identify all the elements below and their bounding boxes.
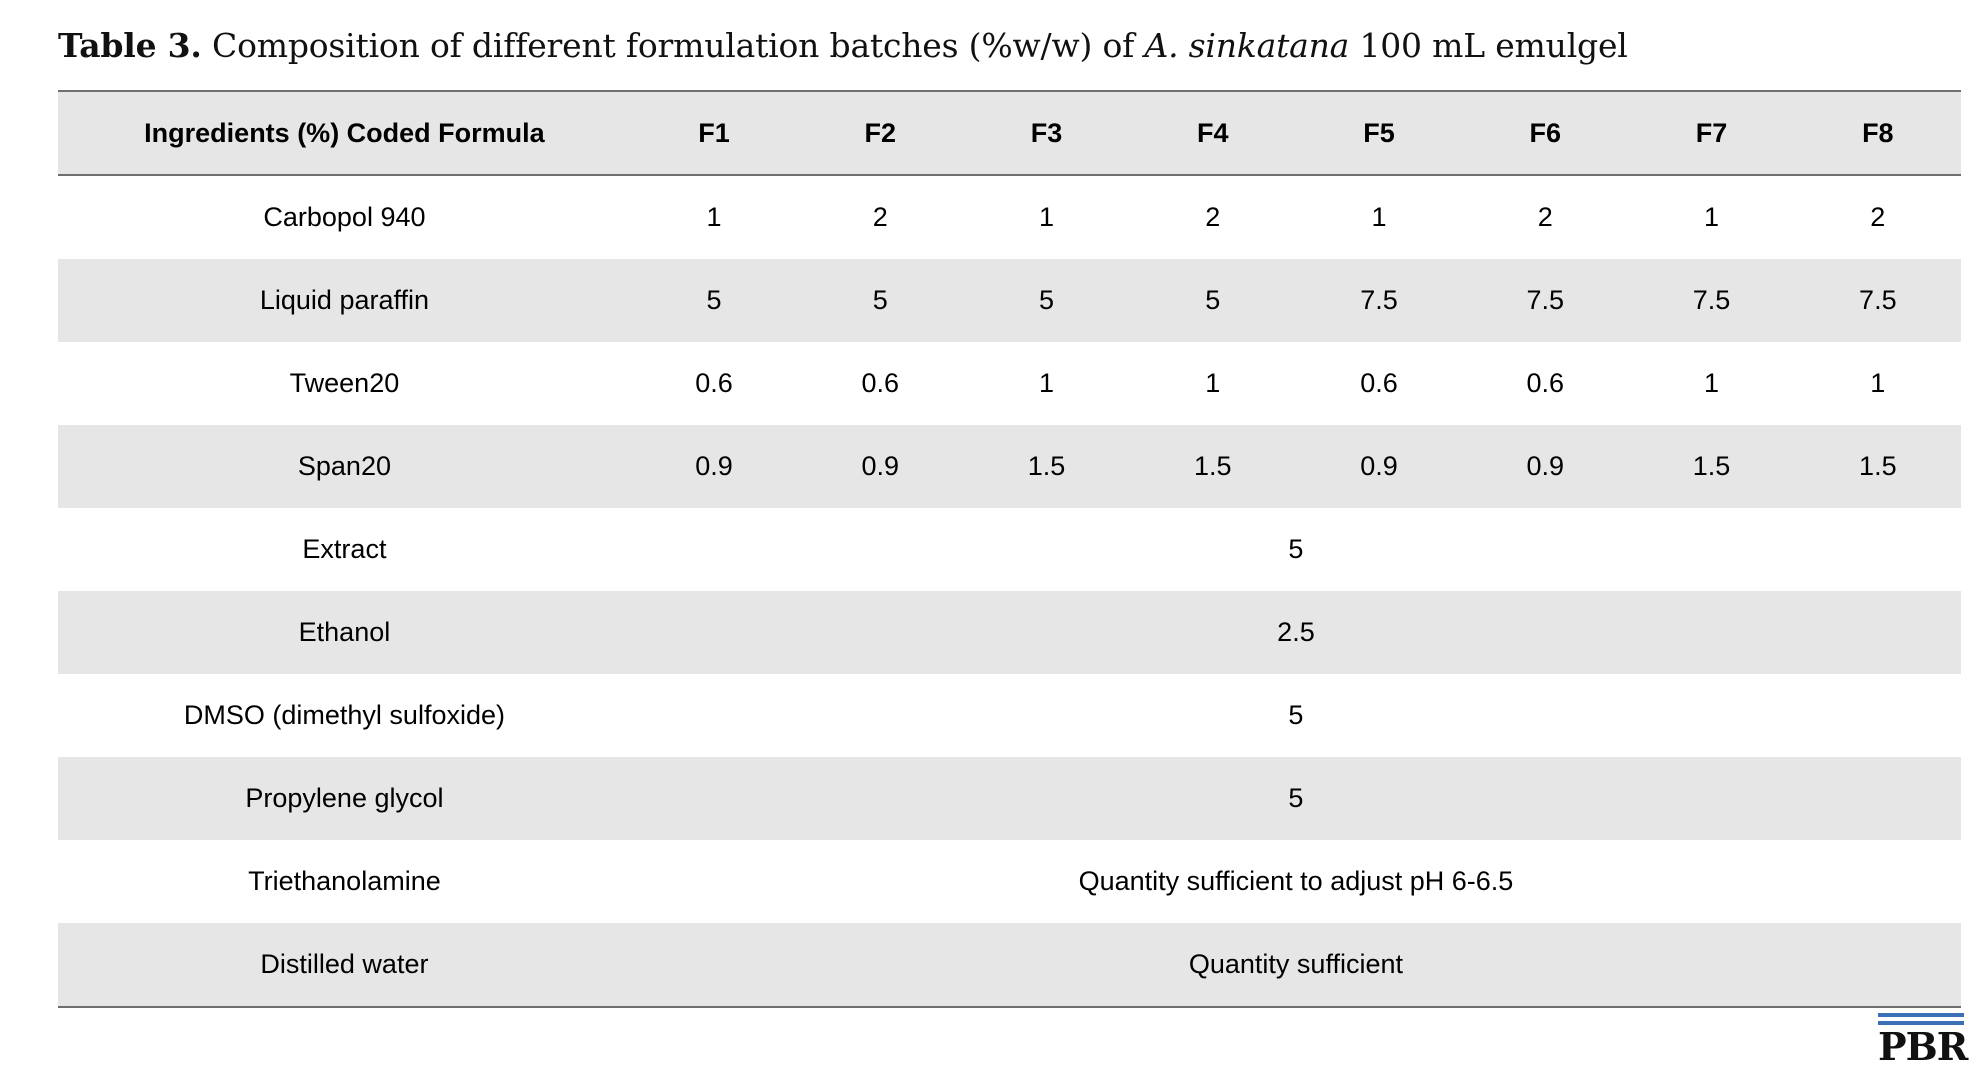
ingredient-cell: Triethanolamine [248,866,441,896]
value-cell: 2 [1537,202,1553,232]
value-cell: 7.5 [1296,259,1462,342]
table-row-triethanolamine [58,840,1961,923]
table-row-tween20 [58,342,1961,425]
value-cell: 5 [631,259,797,342]
common-value-cell: Quantity sufficient to adjust pH 6-6.5 [1078,866,1514,896]
composition-table [58,90,1961,1008]
value-cell: 1 [1371,202,1387,232]
header-f3: F3 [963,91,1129,175]
value-cell: 7.5 [1462,259,1628,342]
table-row-propylene-glycol [58,757,1961,840]
value-cell: 5 [1130,259,1296,342]
value-cell: 1 [1039,202,1055,232]
ingredient-cell: Extract [302,534,387,564]
value-cell: 0.9 [631,425,797,508]
value-cell: 1 [1039,368,1055,398]
value-cell: 1.5 [963,425,1129,508]
common-value-cell: 5 [1288,534,1304,564]
header-ingredients: Ingredients (%) Coded Formula [58,91,631,175]
ingredient-cell: Liquid paraffin [58,259,631,342]
header-f2: F2 [797,91,963,175]
value-cell: 1.5 [1795,425,1961,508]
table-caption [58,26,1628,65]
ingredient-cell: Ethanol [58,591,631,674]
value-cell: 1 [1704,368,1720,398]
common-value-cell: 2.5 [631,591,1961,674]
table-row-span20 [58,425,1961,508]
value-cell: 1.5 [1628,425,1794,508]
value-cell: 0.6 [861,368,900,398]
table-row-ethanol [58,591,1961,674]
value-cell: 2 [1870,202,1886,232]
table-row-carbopol [58,175,1961,259]
ingredient-cell: DMSO (dimethyl sulfoxide) [183,700,505,730]
ingredient-cell: Span20 [58,425,631,508]
common-value-cell: 5 [1288,700,1304,730]
header-f5: F5 [1296,91,1462,175]
table-row-distilled-water [58,923,1961,1007]
value-cell: 0.6 [1360,368,1398,398]
logo-text: PBR [1878,1024,1968,1069]
header-f7: F7 [1628,91,1794,175]
header-f6: F6 [1462,91,1628,175]
header-f1: F1 [631,91,797,175]
table-row-liquid-paraffin [58,259,1961,342]
value-cell: 5 [963,259,1129,342]
value-cell: 5 [797,259,963,342]
value-cell: 0.9 [1462,425,1628,508]
caption-text-end: 100 mL emulgel [1349,26,1628,65]
ingredient-cell: Distilled water [58,923,631,1007]
value-cell: 7.5 [1628,259,1794,342]
value-cell: 1 [706,202,722,232]
table-row-extract [58,508,1961,591]
common-value-cell: Quantity sufficient [631,923,1961,1007]
value-cell: 1 [1704,202,1720,232]
header-f8: F8 [1795,91,1961,175]
value-cell: 1 [1870,368,1886,398]
value-cell: 0.6 [695,368,733,398]
value-cell: 1 [1205,368,1221,398]
common-value-cell: 5 [631,757,1961,840]
value-cell: 2 [872,202,888,232]
ingredient-cell: Propylene glycol [58,757,631,840]
ingredient-cell: Tween20 [289,368,400,398]
caption-text: Composition of different formulation batches (%w/w) of [201,26,1145,65]
value-cell: 0.9 [797,425,963,508]
value-cell: 2 [1205,202,1221,232]
table-row-dmso [58,674,1961,757]
journal-logo [1878,1013,1968,1069]
value-cell: 7.5 [1795,259,1961,342]
caption-species: A. sinkatana [1144,26,1350,65]
caption-label: Table 3. [58,26,202,65]
value-cell: 0.9 [1296,425,1462,508]
logo-bar-top [1878,1013,1964,1017]
header-f4: F4 [1130,91,1296,175]
ingredient-cell: Carbopol 940 [263,202,426,232]
value-cell: 0.6 [1526,368,1565,398]
table-header-row [58,91,1961,175]
value-cell: 1.5 [1130,425,1296,508]
